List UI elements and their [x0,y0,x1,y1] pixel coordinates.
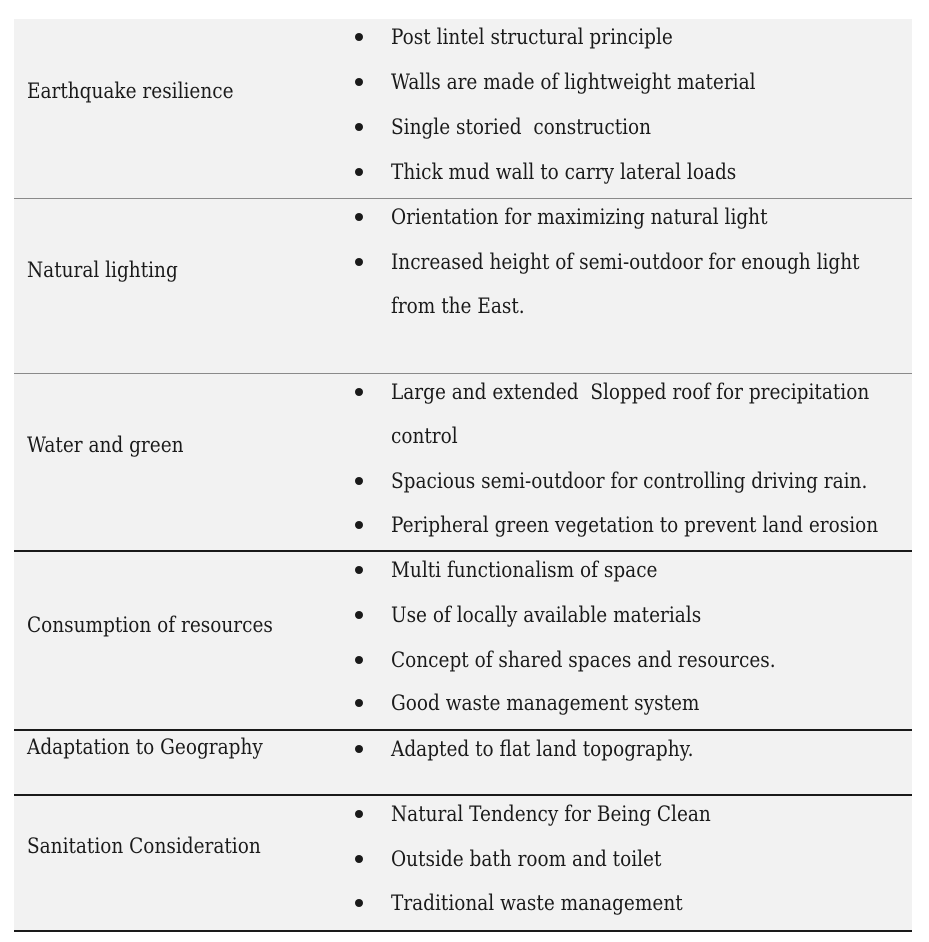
bullet-icon [355,213,363,221]
list-item-text: Large and extended Slopped roof for precipitation control [391,380,870,448]
list-item-text: Use of locally available materials [391,603,702,627]
table-row [14,374,912,552]
list-item-text: Concept of shared spaces and resources. [391,648,776,672]
table-row [14,796,912,932]
bullet-icon [355,745,363,753]
table-row [14,199,912,374]
bullet-icon [355,699,363,707]
bullet-icon [355,388,363,396]
list-item-text: Orientation for maximizing natural light [391,205,768,229]
list-item-text: Outside bath room and toilet [391,847,662,871]
list-item-text: Post lintel structural principle [391,25,673,49]
table-row [14,19,912,199]
bullet-icon [355,477,363,485]
features-table [14,19,912,932]
row-label: Natural lighting [27,258,178,282]
list-item-text: Natural Tendency for Being Clean [391,802,711,826]
bullet-icon [355,855,363,863]
bullet-icon [355,123,363,131]
list-item-text: Thick mud wall to carry lateral loads [391,160,737,184]
bullet-icon [355,168,363,176]
table-row [14,731,912,796]
bullet-icon [355,899,363,907]
bullet-icon [355,656,363,664]
row-label: Consumption of resources [27,613,273,637]
bullet-icon [355,33,363,41]
bullet-icon [355,566,363,574]
bullet-icon [355,521,363,529]
list-item-text: Multi functionalism of space [391,558,658,582]
list-item-text: Good waste management system [391,691,700,715]
row-label: Water and green [27,433,184,457]
list-item-text: Peripheral green vegetation to prevent land erosion [391,513,879,537]
row-label: Adaptation to Geography [27,735,263,759]
bullet-icon [355,810,363,818]
bullet-icon [355,78,363,86]
list-item-text: Spacious semi-outdoor for controlling driving rain. [391,469,868,493]
list-item-text: Adapted to flat land topography. [391,737,694,761]
list-item-text: Traditional waste management [391,891,683,915]
list-item-text: Increased height of semi-outdoor for enough light from the East. [391,250,860,318]
bullet-icon [355,258,363,266]
row-label: Sanitation Consideration [27,834,261,858]
row-label: Earthquake resilience [27,79,234,103]
list-item-text: Walls are made of lightweight material [391,70,756,94]
list-item-text: Single storied construction [391,115,652,139]
table-row [14,552,912,731]
bullet-icon [355,611,363,619]
